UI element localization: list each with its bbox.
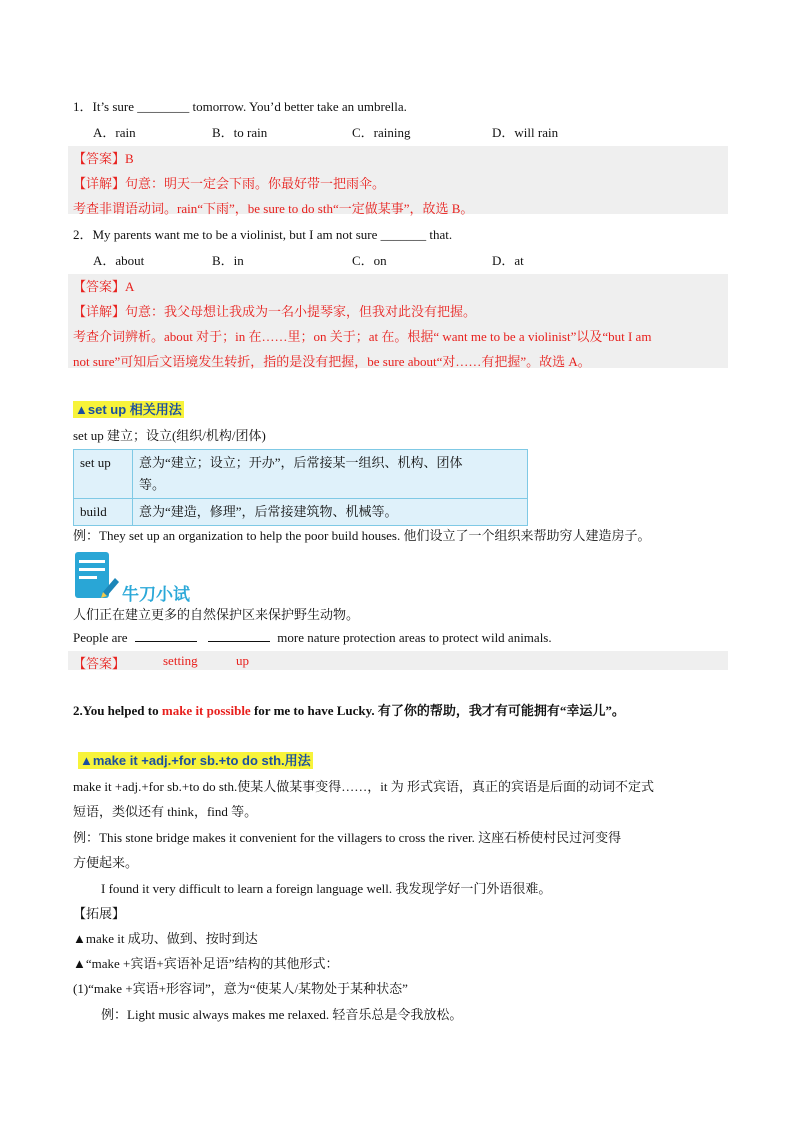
expand-label: 【拓展】 [73,906,126,921]
notepad-pencil-icon [73,550,117,600]
table-term: build [74,499,133,526]
makeit-example-1-line-1: 例：This stone bridge makes it convenient for the villagers to cross the river. 这座石桥使村民过河变得 [73,830,622,845]
point-2-part-1: 2.You helped to [73,703,162,718]
table-term: set up [74,450,133,499]
q1-option-b: B．to rain [212,125,268,140]
point-2-sentence [73,700,625,719]
blank-2 [208,629,270,642]
table-meaning: 意为“建造，修理”，后常接建筑物、机械等。 [133,499,528,526]
table-row [74,450,528,499]
setup-example: 例：They set up an organization to help the poor build houses. 他们设立了一个组织来帮助穷人建造房子。 [73,528,651,543]
makeit-heading-text: ▲make it +adj.+for sb.+to do sth.用法 [80,753,311,768]
point-2-highlight: make it possible [161,703,251,718]
q2-detail-3: not sure”可知后文语境发生转折，指的是没有把握，be sure about“对……有把握”。故选 A。 [73,354,591,369]
trial-answer-1: setting [163,653,198,668]
trial-answer-2: up [236,653,249,668]
q1-detail-1: 【详解】句意：明天一定会下雨。你最好带一把雨伞。 [73,176,386,191]
q1-option-a: A．rain [93,125,136,140]
extension-3: (1)“make +宾语+形容词”，意为“使某人/某物处于某种状态” [73,981,408,996]
table-row [74,499,528,526]
q2-option-b: B．in [212,253,244,268]
setup-table [73,449,528,526]
trial-answer-label: 【答案】 [73,656,126,671]
q2-detail-1: 【详解】句意：我父母想让我成为一名小提琴家，但我对此没有把握。 [73,304,477,319]
makeit-line-2: 短语，类似还有 think，find 等。 [73,804,258,819]
trial-chinese: 人们正在建立更多的自然保护区来保护野生动物。 [73,607,360,622]
q1-option-d: D．will rain [492,125,559,140]
q1-option-c: C．raining [352,125,411,140]
setup-heading-text: ▲set up 相关用法 [75,402,182,417]
table-meaning-line: 等。 [139,477,166,492]
makeit-heading [78,750,313,769]
q2-option-a: A．about [93,253,145,268]
q2-option-c: C．on [352,253,387,268]
q2-detail-2: 考查介词辨析。about 对于；in 在……里；on 关于；at 在。根据“ want me to be a violinist”以及“but I am [73,329,652,344]
question-1: 1．It’s sure ________ tomorrow. You’d better take an umbrella. [73,99,407,114]
trial-english-start: People are [73,630,128,645]
table-meaning [133,450,528,499]
blank-1 [135,629,197,642]
point-2-part-3: for me to have Lucky. 有了你的帮助，我才有可能拥有“幸运儿”。 [250,703,625,718]
trial-english-end: more nature protection areas to protect wild animals. [277,630,552,645]
trial-english [73,629,552,646]
makeit-example-2: I found it very difficult to learn a foreign language well. 我发现学好一门外语很难。 [101,881,552,896]
makeit-example-1-line-2: 方便起来。 [73,855,139,870]
q2-answer: 【答案】A [73,279,135,294]
table-meaning-line: 意为“建立；设立；开办”，后常接某一组织、机构、团体 [139,455,463,470]
question-2: 2．My parents want me to be a violinist, but I am not sure _______ that. [73,227,453,242]
extension-1: ▲make it 成功、做到、按时到达 [73,931,258,946]
trial-title: 牛刀小试 [122,585,190,605]
extension-4: 例：Light music always makes me relaxed. 轻音乐总是令我放松。 [101,1007,463,1022]
makeit-line-1: make it +adj.+for sb.+to do sth.使某人做某事变得……，it 为 形式宾语，真正的宾语是后面的动词不定式 [73,779,654,794]
q2-option-d: D．at [492,253,524,268]
q1-detail-2: 考查非谓语动词。rain“下雨”，be sure to do sth“一定做某事”，故选 B。 [73,201,474,216]
setup-intro: set up 建立；设立(组织/机构/团体) [73,428,266,443]
setup-heading [73,399,184,418]
extension-2: ▲“make +宾语+宾语补足语”结构的其他形式： [73,956,339,971]
q1-answer: 【答案】B [73,151,134,166]
